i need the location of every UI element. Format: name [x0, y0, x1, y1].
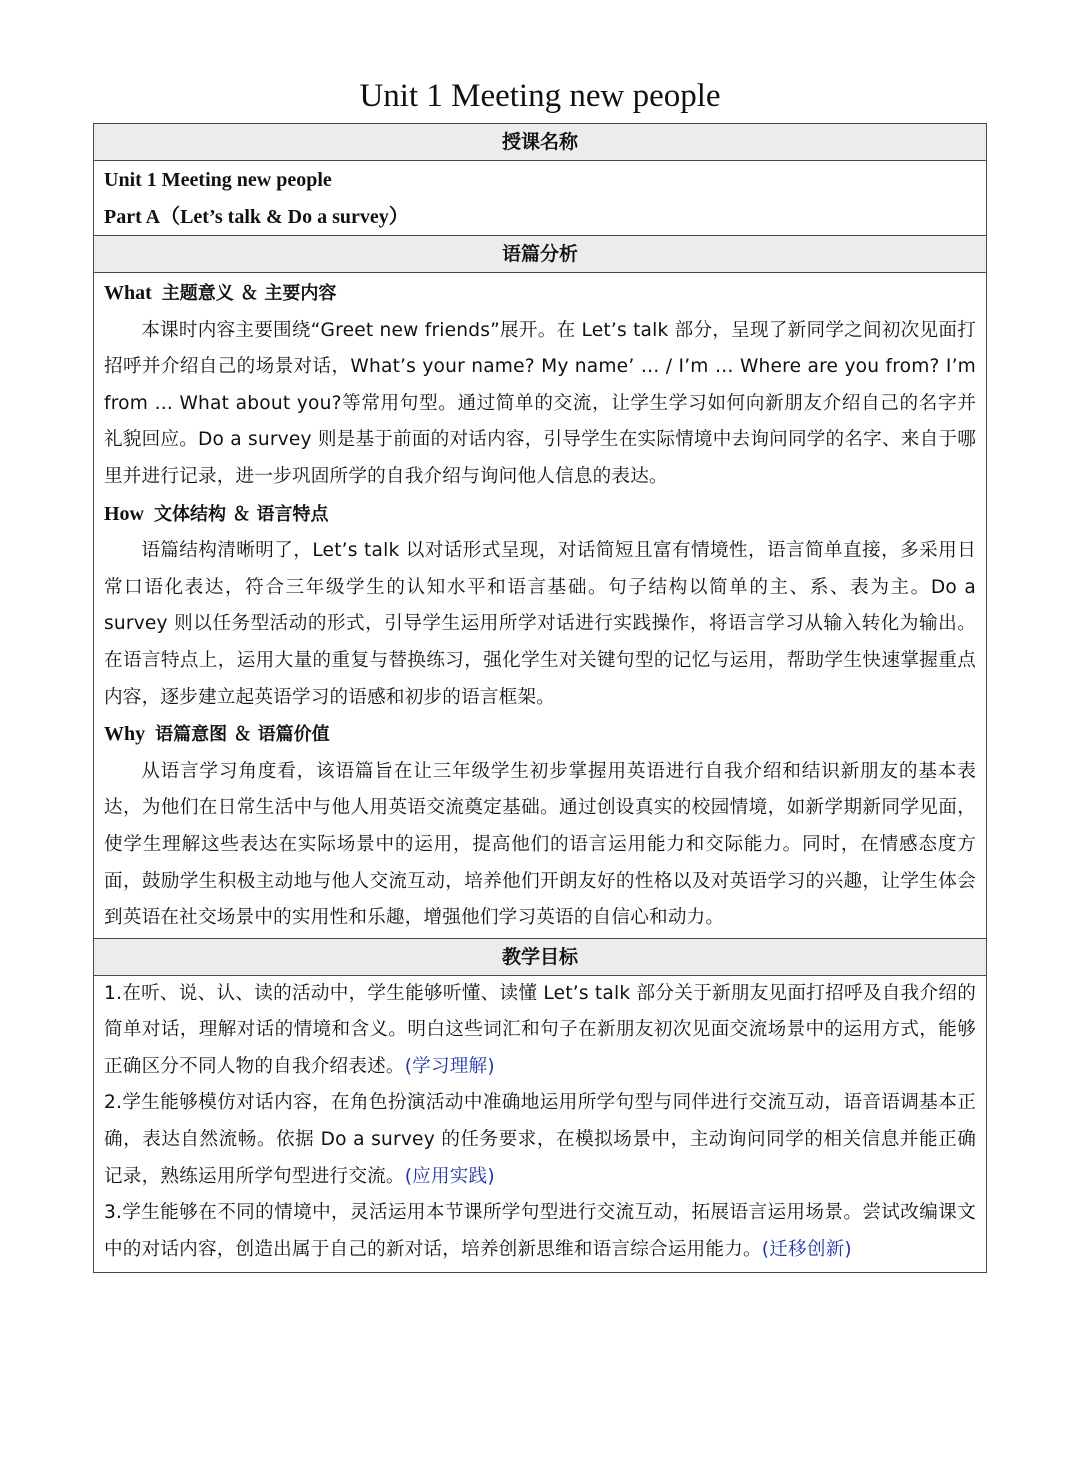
goal-text: 1.在听、说、认、读的活动中，学生能够听懂、读懂 Let’s talk 部分关于新朋友见面打招呼及自我介绍的简单对话，理解对话的情境和含义。明白这些词汇和句子在新朋友初次见面交流场景中的运用方式，能够正确区分不同人物的自我介绍表述。	[104, 982, 976, 1077]
goal-item	[104, 1195, 976, 1268]
goal-item	[104, 1085, 976, 1195]
goal-text: 3.学生能够在不同的情境中，灵活运用本节课所学句型进行交流互动，拓展语言运用场景。尝试改编课文中的对话内容，创造出属于自己的新对话，培养创新思维和语言综合运用能力。	[104, 1202, 976, 1260]
lesson-part-title: Part A（Let’s talk & Do a survey）	[104, 205, 409, 228]
text-analysis-cell	[94, 273, 986, 939]
how-heading-cn: 文体结构 ＆ 语言特点	[154, 503, 329, 525]
what-heading-en: What	[104, 282, 152, 304]
what-paragraph: 本课时内容主要围绕“Greet new friends”展开。在 Let’s talk 部分，呈现了新同学之间初次见面打招呼并介绍自己的场景对话，What’s your name? My name’ … / I’m … Where are you from? I’m from ... What about you?等常用句型。通过简单的交流，让学生学习如何向新朋友介绍自己的名字并礼貌回应。Do a survey 则是基于前面的对话内容，引导学生在实际情境中去询问同学的名字、来自于哪里并进行记录，进一步巩固所学的自我介绍与询问他人信息的表达。	[104, 319, 976, 487]
lesson-name-cell	[94, 161, 986, 236]
goal-tag: (应用实践)	[404, 1165, 495, 1187]
why-heading-en: Why	[104, 723, 146, 746]
lesson-name-header: 授课名称	[94, 124, 986, 161]
how-heading-en: How	[104, 502, 144, 525]
what-heading-cn: 主题意义 ＆ 主要内容	[161, 283, 337, 304]
why-paragraph: 从语言学习角度看，该语篇旨在让三年级学生初步掌握用英语进行自我介绍和结识新朋友的基本表达，为他们在日常生活中与他人用英语交流奠定基础。通过创设真实的校园情境，如新学期新同学见面，使学生理解这些表达在实际场景中的运用，提高他们的语言运用能力和交际能力。同时，在情感态度方面，鼓励学生积极主动地与他人交流互动，培养他们开朗友好的性格以及对英语学习的兴趣，让学生体会到英语在社交场景中的实用性和乐趣，增强他们学习英语的自信心和动力。	[104, 760, 976, 929]
goal-tag: (学习理解)	[404, 1055, 495, 1077]
lesson-unit-title: Unit 1 Meeting new people	[104, 169, 332, 191]
why-heading-cn: 语篇意图 ＆ 语篇价值	[155, 724, 330, 746]
teaching-goals-cell	[94, 976, 986, 1273]
what-heading	[104, 275, 976, 313]
how-heading	[104, 496, 976, 534]
teaching-goals-header: 教学目标	[94, 939, 986, 976]
goal-tag: (迁移创新)	[761, 1238, 852, 1260]
text-analysis-header: 语篇分析	[94, 236, 986, 273]
lesson-plan-table	[93, 123, 987, 1273]
goal-text: 2.学生能够模仿对话内容，在角色扮演活动中准确地运用所学句型与同伴进行交流互动，语音语调基本正确，表达自然流畅。依据 Do a survey 的任务要求，在模拟场景中，主动询问同学的相关信息并能正确记录，熟练运用所学句型进行交流。	[104, 1092, 976, 1187]
goal-item	[104, 976, 976, 1086]
how-paragraph: 语篇结构清晰明了，Let’s talk 以对话形式呈现，对话简短且富有情境性，语言简单直接，多采用日常口语化表达，符合三年级学生的认知水平和语言基础。句子结构以简单的主、系、表为主。Do a survey 则以任务型活动的形式，引导学生运用所学对话进行实践操作，将语言学习从输入转化为输出。在语言特点上，运用大量的重复与替换练习，强化学生对关键句型的记忆与运用，帮助学生快速掌握重点内容，逐步建立起英语学习的语感和初步的语言框架。	[104, 540, 976, 708]
page-title: Unit 1 Meeting new people	[359, 78, 721, 114]
why-heading	[104, 716, 976, 754]
